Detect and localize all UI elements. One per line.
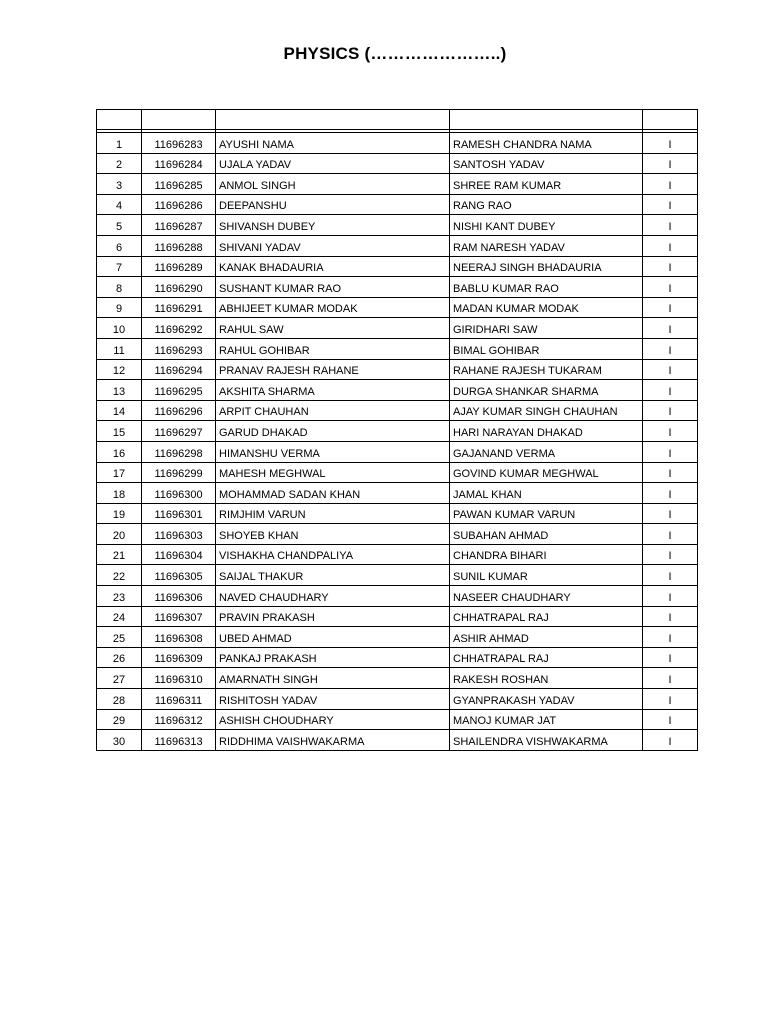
semester-cell: I xyxy=(643,194,698,215)
table-row xyxy=(97,586,698,607)
roll-number-cell: 11696283 xyxy=(142,133,216,154)
father-name-cell: RAHANE RAJESH TUKARAM xyxy=(450,359,643,380)
serial-number-cell: 25 xyxy=(97,627,142,648)
semester-cell: I xyxy=(643,215,698,236)
table-row xyxy=(97,194,698,215)
father-name-cell: GYANPRAKASH YADAV xyxy=(450,689,643,710)
semester-cell: I xyxy=(643,483,698,504)
semester-cell: I xyxy=(643,297,698,318)
father-name-cell: RAMESH CHANDRA NAMA xyxy=(450,133,643,154)
roll-number-cell: 11696299 xyxy=(142,462,216,483)
roll-number-cell: 11696287 xyxy=(142,215,216,236)
table-row xyxy=(97,153,698,174)
student-name-cell: DEEPANSHU xyxy=(216,194,450,215)
table-row xyxy=(97,689,698,710)
serial-number-cell: 20 xyxy=(97,524,142,545)
roster-body xyxy=(97,110,698,751)
semester-cell: I xyxy=(643,235,698,256)
student-name-cell: AMARNATH SINGH xyxy=(216,668,450,689)
table-row xyxy=(97,647,698,668)
student-name-cell: AKSHITA SHARMA xyxy=(216,380,450,401)
semester-cell: I xyxy=(643,256,698,277)
roll-number-cell: 11696307 xyxy=(142,606,216,627)
roll-number-cell: 11696309 xyxy=(142,647,216,668)
roll-number-cell: 11696293 xyxy=(142,338,216,359)
table-row xyxy=(97,565,698,586)
student-name-cell: HIMANSHU VERMA xyxy=(216,441,450,462)
serial-number-cell: 13 xyxy=(97,380,142,401)
semester-cell: I xyxy=(643,153,698,174)
semester-cell: I xyxy=(643,544,698,565)
table-row xyxy=(97,297,698,318)
father-name-cell: DURGA SHANKAR SHARMA xyxy=(450,380,643,401)
father-name-cell: CHHATRAPAL RAJ xyxy=(450,606,643,627)
student-name-cell: ANMOL SINGH xyxy=(216,174,450,195)
semester-cell: I xyxy=(643,565,698,586)
roll-number-cell: 11696304 xyxy=(142,544,216,565)
father-name-cell: BABLU KUMAR RAO xyxy=(450,277,643,298)
student-name-cell: RIDDHIMA VAISHWAKARMA xyxy=(216,730,450,751)
student-name-cell: VISHAKHA CHANDPALIYA xyxy=(216,544,450,565)
serial-number-cell: 22 xyxy=(97,565,142,586)
serial-number-cell: 1 xyxy=(97,133,142,154)
roll-number-cell: 11696289 xyxy=(142,256,216,277)
serial-number-cell: 10 xyxy=(97,318,142,339)
serial-number-cell: 9 xyxy=(97,297,142,318)
serial-number-cell: 28 xyxy=(97,689,142,710)
student-name-cell: SUSHANT KUMAR RAO xyxy=(216,277,450,298)
table-row xyxy=(97,174,698,195)
table-row xyxy=(97,483,698,504)
table-row xyxy=(97,730,698,751)
serial-number-cell: 11 xyxy=(97,338,142,359)
student-name-cell: SHIVANSH DUBEY xyxy=(216,215,450,236)
father-name-cell: CHHATRAPAL RAJ xyxy=(450,647,643,668)
father-name-cell: SUNIL KUMAR xyxy=(450,565,643,586)
roll-number-cell: 11696306 xyxy=(142,586,216,607)
roll-number-cell: 11696297 xyxy=(142,421,216,442)
roll-number-cell: 11696301 xyxy=(142,503,216,524)
semester-cell: I xyxy=(643,503,698,524)
table-row xyxy=(97,256,698,277)
student-name-cell: ABHIJEET KUMAR MODAK xyxy=(216,297,450,318)
serial-number-cell: 8 xyxy=(97,277,142,298)
roll-number-cell: 11696298 xyxy=(142,441,216,462)
semester-cell: I xyxy=(643,441,698,462)
serial-number-cell: 14 xyxy=(97,400,142,421)
father-name-cell: NEERAJ SINGH BHADAURIA xyxy=(450,256,643,277)
father-name-cell: BIMAL GOHIBAR xyxy=(450,338,643,359)
semester-cell: I xyxy=(643,524,698,545)
table-row xyxy=(97,668,698,689)
roll-number-cell: 11696300 xyxy=(142,483,216,504)
student-name-cell: GARUD DHAKAD xyxy=(216,421,450,442)
serial-number-cell: 12 xyxy=(97,359,142,380)
roll-number-cell: 11696284 xyxy=(142,153,216,174)
serial-number-cell: 24 xyxy=(97,606,142,627)
father-name-cell: SHREE RAM KUMAR xyxy=(450,174,643,195)
table-row xyxy=(97,338,698,359)
roll-number-cell: 11696310 xyxy=(142,668,216,689)
roll-number-cell: 11696308 xyxy=(142,627,216,648)
table-row xyxy=(97,627,698,648)
semester-cell: I xyxy=(643,627,698,648)
serial-number-cell: 7 xyxy=(97,256,142,277)
table-row xyxy=(97,380,698,401)
roll-number-cell: 11696303 xyxy=(142,524,216,545)
header-cell-name xyxy=(216,110,450,130)
table-row xyxy=(97,318,698,339)
student-name-cell: RAHUL SAW xyxy=(216,318,450,339)
roll-number-cell: 11696286 xyxy=(142,194,216,215)
student-name-cell: UJALA YADAV xyxy=(216,153,450,174)
roll-number-cell: 11696311 xyxy=(142,689,216,710)
student-name-cell: MAHESH MEGHWAL xyxy=(216,462,450,483)
semester-cell: I xyxy=(643,730,698,751)
serial-number-cell: 15 xyxy=(97,421,142,442)
student-name-cell: RISHITOSH YADAV xyxy=(216,689,450,710)
semester-cell: I xyxy=(643,647,698,668)
serial-number-cell: 26 xyxy=(97,647,142,668)
father-name-cell: SHAILENDRA VISHWAKARMA xyxy=(450,730,643,751)
student-name-cell: SHIVANI YADAV xyxy=(216,235,450,256)
table-row xyxy=(97,359,698,380)
roll-number-cell: 11696313 xyxy=(142,730,216,751)
father-name-cell: GIRIDHARI SAW xyxy=(450,318,643,339)
semester-cell: I xyxy=(643,462,698,483)
serial-number-cell: 21 xyxy=(97,544,142,565)
father-name-cell: ASHIR AHMAD xyxy=(450,627,643,648)
father-name-cell: NASEER CHAUDHARY xyxy=(450,586,643,607)
student-name-cell: ARPIT CHAUHAN xyxy=(216,400,450,421)
table-row xyxy=(97,277,698,298)
roll-number-cell: 11696290 xyxy=(142,277,216,298)
father-name-cell: RAM NARESH YADAV xyxy=(450,235,643,256)
student-name-cell: PRAVIN PRAKASH xyxy=(216,606,450,627)
student-name-cell: UBED AHMAD xyxy=(216,627,450,648)
roll-number-cell: 11696296 xyxy=(142,400,216,421)
semester-cell: I xyxy=(643,668,698,689)
roll-number-cell: 11696305 xyxy=(142,565,216,586)
semester-cell: I xyxy=(643,421,698,442)
student-name-cell: KANAK BHADAURIA xyxy=(216,256,450,277)
header-row xyxy=(97,110,698,130)
serial-number-cell: 3 xyxy=(97,174,142,195)
father-name-cell: JAMAL KHAN xyxy=(450,483,643,504)
student-name-cell: SAIJAL THAKUR xyxy=(216,565,450,586)
father-name-cell: PAWAN KUMAR VARUN xyxy=(450,503,643,524)
father-name-cell: AJAY KUMAR SINGH CHAUHAN xyxy=(450,400,643,421)
father-name-cell: GOVIND KUMAR MEGHWAL xyxy=(450,462,643,483)
header-cell-semester xyxy=(643,110,698,130)
roll-number-cell: 11696288 xyxy=(142,235,216,256)
father-name-cell: MANOJ KUMAR JAT xyxy=(450,709,643,730)
roll-number-cell: 11696291 xyxy=(142,297,216,318)
semester-cell: I xyxy=(643,709,698,730)
roll-number-cell: 11696312 xyxy=(142,709,216,730)
serial-number-cell: 4 xyxy=(97,194,142,215)
table-row xyxy=(97,133,698,154)
roll-number-cell: 11696292 xyxy=(142,318,216,339)
header-cell-father xyxy=(450,110,643,130)
header-cell-roll xyxy=(142,110,216,130)
table-row xyxy=(97,709,698,730)
student-name-cell: SHOYEB KHAN xyxy=(216,524,450,545)
serial-number-cell: 17 xyxy=(97,462,142,483)
page-title: PHYSICS (…………………..) xyxy=(283,44,507,63)
serial-number-cell: 23 xyxy=(97,586,142,607)
header-cell-sno xyxy=(97,110,142,130)
roll-number-cell: 11696285 xyxy=(142,174,216,195)
student-name-cell: AYUSHI NAMA xyxy=(216,133,450,154)
serial-number-cell: 29 xyxy=(97,709,142,730)
roll-number-cell: 11696295 xyxy=(142,380,216,401)
semester-cell: I xyxy=(643,318,698,339)
serial-number-cell: 2 xyxy=(97,153,142,174)
table-row xyxy=(97,400,698,421)
table-row xyxy=(97,215,698,236)
table-row xyxy=(97,235,698,256)
student-name-cell: PANKAJ PRAKASH xyxy=(216,647,450,668)
serial-number-cell: 18 xyxy=(97,483,142,504)
student-name-cell: RAHUL GOHIBAR xyxy=(216,338,450,359)
father-name-cell: MADAN KUMAR MODAK xyxy=(450,297,643,318)
semester-cell: I xyxy=(643,586,698,607)
serial-number-cell: 5 xyxy=(97,215,142,236)
semester-cell: I xyxy=(643,174,698,195)
roll-number-cell: 11696294 xyxy=(142,359,216,380)
serial-number-cell: 19 xyxy=(97,503,142,524)
father-name-cell: NISHI KANT DUBEY xyxy=(450,215,643,236)
table-row xyxy=(97,441,698,462)
semester-cell: I xyxy=(643,338,698,359)
student-name-cell: MOHAMMAD SADAN KHAN xyxy=(216,483,450,504)
semester-cell: I xyxy=(643,380,698,401)
table-row xyxy=(97,421,698,442)
father-name-cell: SUBAHAN AHMAD xyxy=(450,524,643,545)
father-name-cell: RAKESH ROSHAN xyxy=(450,668,643,689)
student-name-cell: RIMJHIM VARUN xyxy=(216,503,450,524)
father-name-cell: RANG RAO xyxy=(450,194,643,215)
semester-cell: I xyxy=(643,400,698,421)
student-roster-table xyxy=(96,109,698,751)
serial-number-cell: 16 xyxy=(97,441,142,462)
table-row xyxy=(97,544,698,565)
semester-cell: I xyxy=(643,359,698,380)
semester-cell: I xyxy=(643,133,698,154)
semester-cell: I xyxy=(643,277,698,298)
student-name-cell: NAVED CHAUDHARY xyxy=(216,586,450,607)
semester-cell: I xyxy=(643,606,698,627)
serial-number-cell: 6 xyxy=(97,235,142,256)
father-name-cell: GAJANAND VERMA xyxy=(450,441,643,462)
student-name-cell: ASHISH CHOUDHARY xyxy=(216,709,450,730)
table-row xyxy=(97,462,698,483)
father-name-cell: CHANDRA BIHARI xyxy=(450,544,643,565)
father-name-cell: HARI NARAYAN DHAKAD xyxy=(450,421,643,442)
student-name-cell: PRANAV RAJESH RAHANE xyxy=(216,359,450,380)
table-row xyxy=(97,503,698,524)
table-row xyxy=(97,524,698,545)
table-row xyxy=(97,606,698,627)
father-name-cell: SANTOSH YADAV xyxy=(450,153,643,174)
serial-number-cell: 27 xyxy=(97,668,142,689)
serial-number-cell: 30 xyxy=(97,730,142,751)
semester-cell: I xyxy=(643,689,698,710)
